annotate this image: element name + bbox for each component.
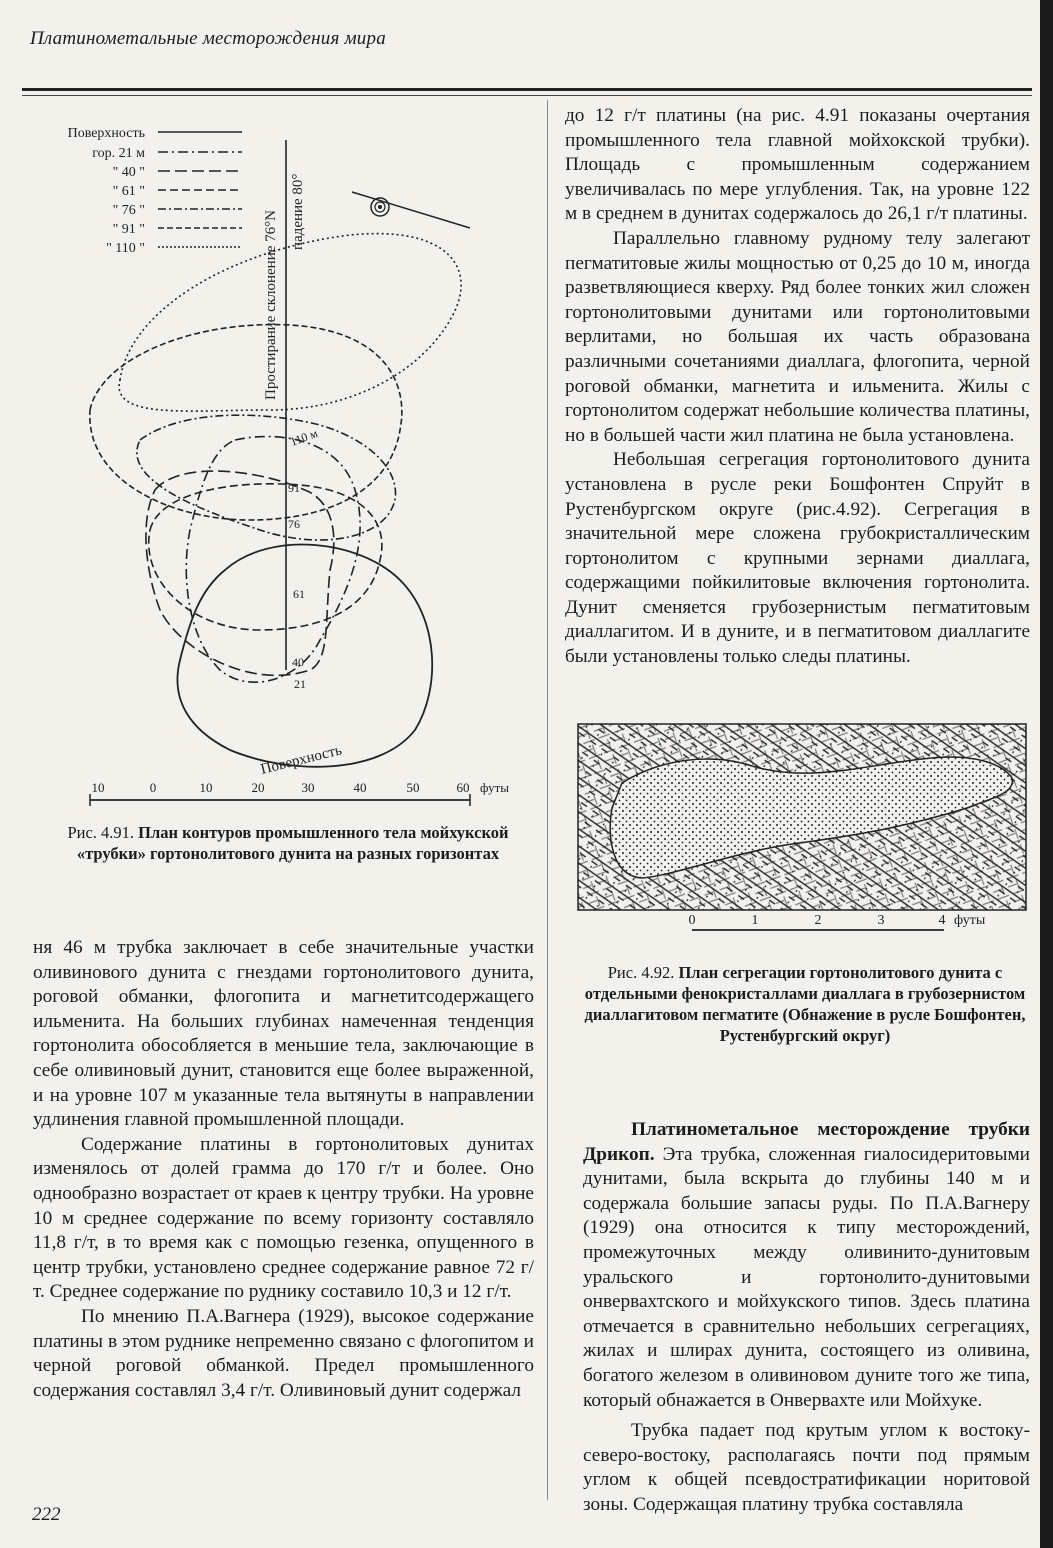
scale-tick-1: 1 xyxy=(751,913,759,928)
paragraph: Параллельно главному рудному телу залегают пегматитовые жилы мощностью от 0,25 до 10 м, иногда разветвляющиеся кверху. Ряд более тонких жил сложен гортонолитовыми дунитами или гортонолитовыми верлитами, но большая их часть образована различными сочетаниями диаллага, флогопита, черной роговой обманки, магнетита и ильменита. Жилы с гортонолитом содержат небольшие количества платины, но в большей части жил платина не была установлена. xyxy=(565,227,1030,446)
column-divider xyxy=(547,100,548,1500)
scale-tick-4: 30 xyxy=(301,780,315,795)
contour-label-61: 61 xyxy=(293,587,305,601)
paragraph: Небольшая сегрегация гортонолитового дунита установлена в русле реки Бошфонтен Спруйт в Рустенбургском округе (рис.4.92). Сегрегация в значительной мере сложена грубокристаллическим гортонолитом с крупными зернами диаллага, содержащими пойкилитовые включения гортонолита. Дунит сменяется грубозернистым пегматитовым диаллагитом. И в дуните, и в пегматитовом диаллагите были установлены только следы платины. xyxy=(565,449,1030,668)
section-title: Платинометальное месторождение трубки Дрикоп. xyxy=(583,1119,1030,1165)
contour-surface xyxy=(177,545,432,767)
contour-label-40: 40 xyxy=(292,655,304,669)
dip-symbol xyxy=(352,192,470,228)
contour-61 xyxy=(149,484,382,630)
paragraph: По мнению П.А.Вагнера (1929), высокое содержание платины в этом руднике непременно связано с флогопитом и черной роговой обманкой. Предел промышленного содержания составлял 3,4 г/т. Оливиновый дунит содержал xyxy=(33,1305,534,1401)
contour-110 xyxy=(119,234,461,412)
legend-label-61: " 61 " xyxy=(112,184,145,199)
scale-tick-0: 10 xyxy=(91,780,105,795)
caption-text: План контуров промышленного тела мойхукской «трубки» гортонолитового дунита на разных горизонтах xyxy=(76,823,509,863)
header-rule xyxy=(22,88,1032,91)
scale-tick-2: 2 xyxy=(814,913,822,928)
left-column-text xyxy=(33,936,534,1403)
legend-label-76: " 76 " xyxy=(112,203,145,218)
scale-bar-492 xyxy=(689,913,986,930)
legend xyxy=(68,126,242,256)
paragraph: до 12 г/т платины (на рис. 4.91 показаны очертания промышленного тела главной мойхокской трубки). Площадь с промышленным содержанием увеличивалась по мере углубления. Так, на уровне 122 м в среднем в дунитах содержалось до 26,1 г/т платины. xyxy=(565,105,1030,225)
paragraph: ня 46 м трубка заключает в себе значительные участки оливинового дунита с гнездами гортонолитового дунита, роговой обманки, флогопита и магнетитсодержащего ильменита. На больших глубинах намеченная тенденция гортонолита обособляется в меньшие тела, заключающие в себе оливиновый дунит, становится еще более выраженной, и на уровне 107 м указанные тела вытянуты в направлении удлинения главной промышленной площади. xyxy=(33,937,534,1131)
running-title: Платинометальные месторождения мира xyxy=(30,28,386,49)
figure-4-92-segregation-plan xyxy=(572,718,1032,938)
paragraph: Трубка падает под крутым углом к востоку-северо-востоку, располагаясь почти под прямым углом к общей псевдостратификации норитовой зоны. Содержащая платину трубка составляла xyxy=(583,1420,1030,1515)
scale-unit: футы xyxy=(954,913,986,928)
caption-prefix: Рис. 4.91. xyxy=(67,823,135,842)
scale-bar-491 xyxy=(90,780,509,806)
paragraph: Содержание платины в гортонолитовых дунитах изменялось от долей грамма до 170 г/т и более. Оно однообразно возрастает от краев к центру трубки. На уровне 10 м среднее содержание по всему горизонту составляло 11,8 г/т, в то время как с помощью гезенка, опущенного в центр трубки, установлено среднее содержание равное 72 г/т. Среднее содержание по руднику составило 10,3 и 12 г/т. xyxy=(33,1133,534,1303)
caption-text: План сегрегации гортонолитового дунита с отдельными фенокристаллами диаллага в грубозернистом диаллагитовом пегматите (Обнажение в русле Бошфонтен, Рустенбургский округ) xyxy=(584,963,1026,1045)
right-column-section xyxy=(583,1118,1030,1518)
scale-tick-0: 0 xyxy=(688,913,696,928)
legend-label-21: гор. 21 м xyxy=(92,146,145,161)
scan-edge-shadow xyxy=(1040,0,1053,1548)
figure-4-91-caption xyxy=(58,822,518,864)
scale-tick-3: 3 xyxy=(877,913,885,928)
contour-label-21: 21 xyxy=(294,677,306,691)
section-paragraph xyxy=(583,1118,1030,1413)
figure-4-91-contour-plan xyxy=(30,110,540,820)
legend-label-surface: Поверхность xyxy=(67,126,145,141)
scale-tick-1: 0 xyxy=(149,780,157,795)
scale-unit: футы xyxy=(480,780,510,795)
page-number: 222 xyxy=(32,1504,61,1525)
scale-tick-3: 20 xyxy=(251,780,265,795)
legend-label-40: " 40 " xyxy=(112,165,145,180)
scale-tick-7: 60 xyxy=(456,780,470,795)
contour-label-76: 76 xyxy=(288,517,300,531)
strike-label: Простирание склонение 76°N xyxy=(263,210,279,400)
section-text: Эта трубка, сложенная гиалосидеритовыми дунитами, была вскрыта до глубины 140 м и содержала большие запасы руды. По П.А.Вагнеру (1929) она относится к типу месторождений, промежуточных между оливинито-дунитовым уральского и гортонолито-дунитовыми онвервахтского и мойхукского типов. Здесь платина отмечается в сравнительно небольших сегрегациях, жилах и шлирах дунита, состоящего из оливина, богатого железом в оливиновом дуните того же типа, который обнажается в Онвервахте или Мойхуке. xyxy=(583,1143,1030,1411)
figure-4-92-caption xyxy=(580,962,1030,1046)
caption-prefix: Рис. 4.92. xyxy=(607,963,675,982)
contour-76 xyxy=(137,415,396,540)
dip-label: падение 80° xyxy=(290,173,306,250)
surface-label: Поверхность xyxy=(259,742,344,778)
scale-tick-4: 4 xyxy=(938,913,946,928)
right-column-text-top xyxy=(565,104,1030,670)
contour-label-91: 91 xyxy=(288,481,300,495)
scale-tick-6: 50 xyxy=(406,780,420,795)
scale-tick-2: 10 xyxy=(199,780,213,795)
legend-label-91: " 91 " xyxy=(112,222,145,237)
contour-label-110: 110 м xyxy=(288,426,320,449)
scale-tick-5: 40 xyxy=(353,780,367,795)
legend-label-110: " 110 " xyxy=(106,241,145,256)
contour-21 xyxy=(186,437,360,683)
header-rule-thin xyxy=(22,95,1032,96)
